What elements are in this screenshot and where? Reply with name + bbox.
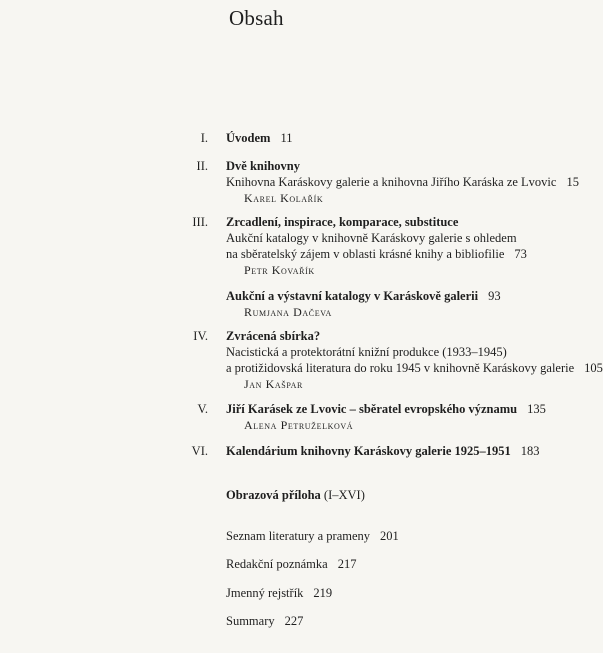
chapter-numeral: I. (200, 131, 208, 145)
appendix-heading: Obrazová příloha (226, 488, 321, 502)
page-number: 217 (337, 557, 357, 571)
page-number: 227 (284, 614, 304, 628)
author-name: Karel Kolařík (244, 191, 324, 205)
back-matter-label: Seznam literatury a prameny (226, 529, 371, 543)
author-name: Alena Petruželková (244, 418, 354, 432)
chapter-heading: Zvrácená sbírka? (226, 329, 321, 343)
chapter-heading: Zrcadlení, inspirace, komparace, substituce (226, 215, 459, 229)
appendix-range: (I–XVI) (323, 488, 365, 502)
page-number: 135 (527, 402, 546, 416)
page-number: 219 (313, 586, 333, 600)
back-matter-label: Redakční poznámka (226, 557, 328, 571)
chapter-subtitle-continued: na sběratelský zájem v oblasti krásné knihy a bibliofilie (226, 247, 505, 261)
page-number: 93 (488, 289, 501, 303)
chapter-numeral: IV. (193, 329, 208, 343)
page-number: 183 (520, 444, 540, 458)
back-matter-label: Summary (226, 614, 275, 628)
page-number: 11 (280, 131, 293, 145)
page-number: 73 (514, 247, 527, 261)
chapter-heading: Dvě knihovny (226, 159, 300, 173)
author-name: Petr Kovařík (244, 263, 315, 277)
chapter-subtitle: Knihovna Karáskovy galerie a knihovna Jiřího Karáska ze Lvovic (226, 175, 557, 189)
chapter-numeral: III. (192, 215, 208, 229)
chapter-heading: Úvodem (226, 131, 271, 145)
chapter-subtitle-continued: a protižidovská literatura do roku 1945 v knihovně Karáskovy galerie (226, 361, 575, 375)
page-number: 201 (380, 529, 399, 543)
chapter-numeral: II. (196, 159, 208, 173)
chapter-subtitle: Aukční katalogy v knihovně Karáskovy galerie s ohledem (226, 231, 517, 245)
author-name: Rumjana Dačeva (244, 305, 332, 319)
chapter-heading: Kalendárium knihovny Karáskovy galerie 1925–1951 (226, 444, 511, 458)
chapter-numeral: VI. (191, 444, 208, 458)
subchapter-heading: Aukční a výstavní katalogy v Karáskově galerii (226, 289, 479, 303)
chapter-subtitle: Nacistická a protektorátní knižní produkce (1933–1945) (226, 345, 507, 359)
page-number: 105 (584, 361, 603, 375)
page-title: Obsah (229, 6, 284, 30)
chapter-numeral: V. (197, 402, 208, 416)
page-number: 15 (566, 175, 579, 189)
chapter-heading: Jiří Karásek ze Lvovic – sběratel evropského významu (226, 402, 518, 416)
back-matter-label: Jmenný rejstřík (226, 586, 304, 600)
author-name: Jan Kašpar (244, 377, 303, 391)
